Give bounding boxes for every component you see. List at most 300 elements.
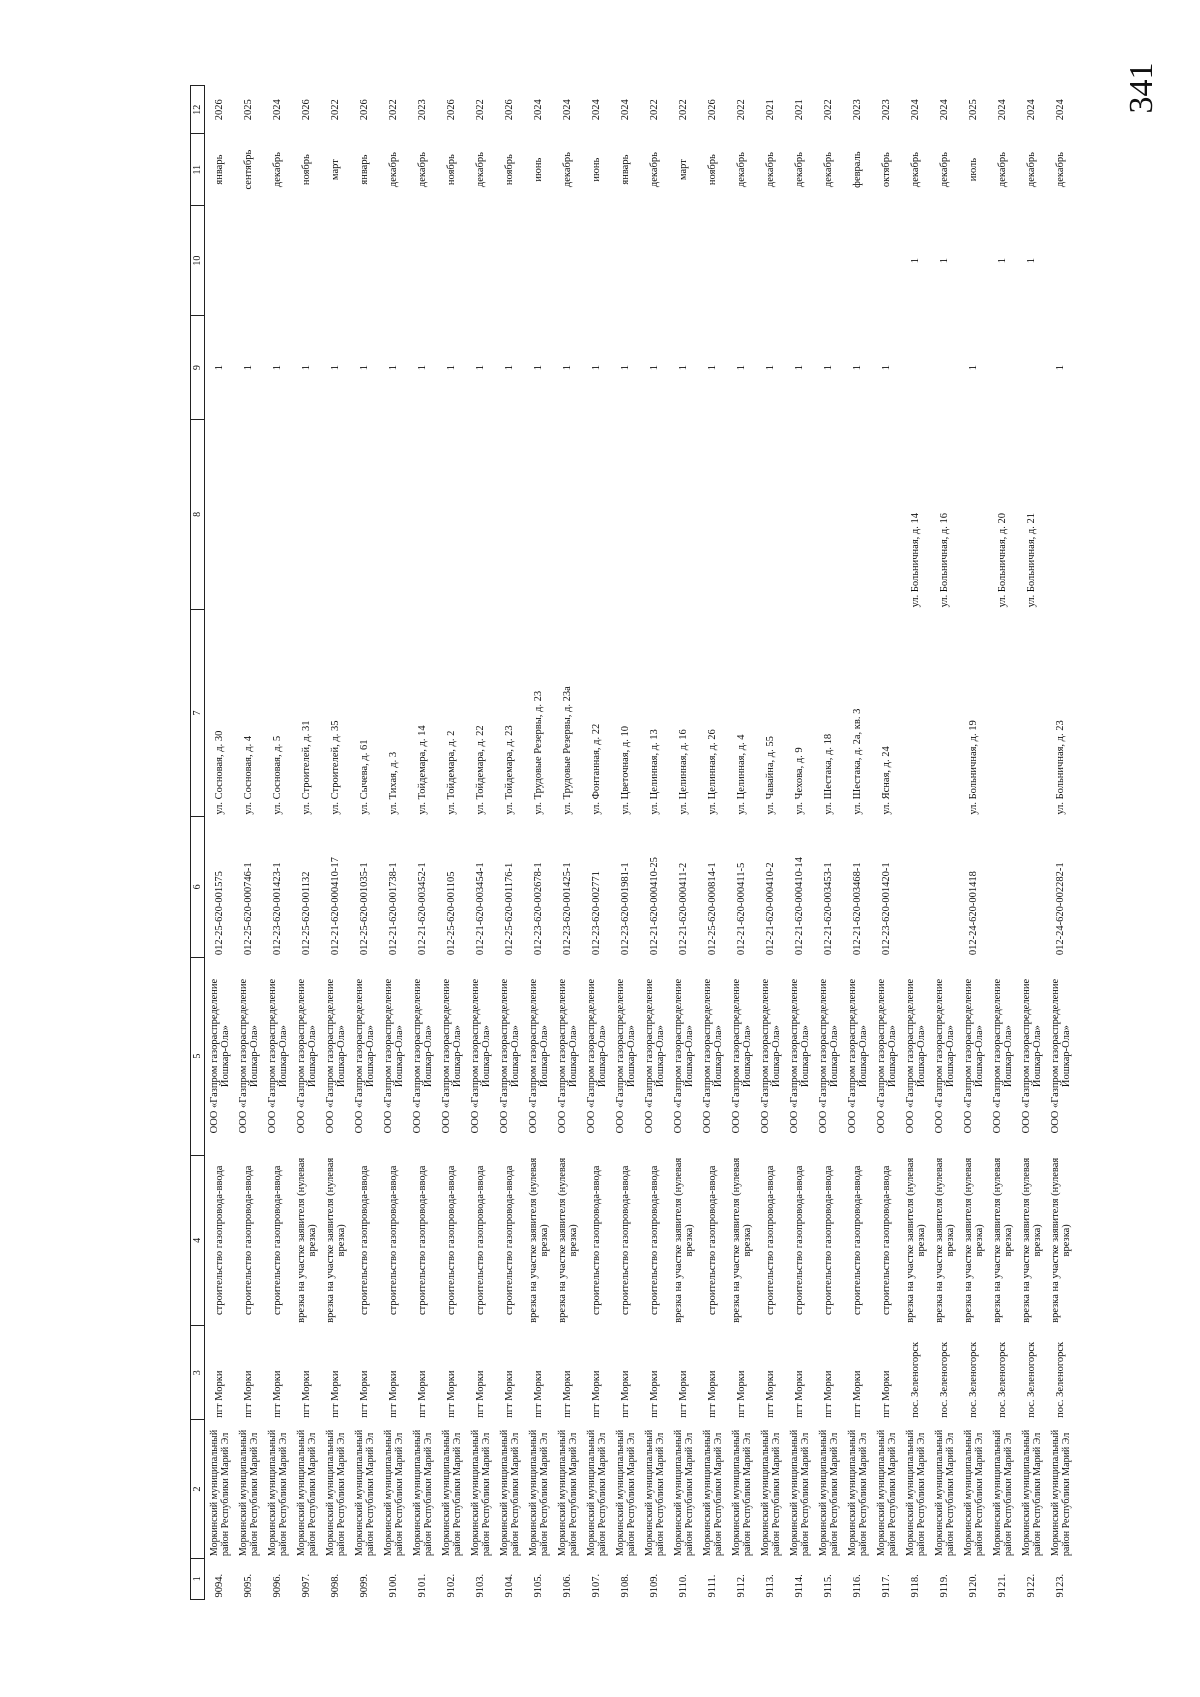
col-header: 4 xyxy=(191,1155,205,1325)
address-cell: ул. Целинная, д. 13 xyxy=(649,729,660,815)
locality-cell: пос. Зеленогорск xyxy=(1055,1341,1066,1418)
application-code-cell: 012-25-620-001575 xyxy=(214,871,225,956)
locality-cell: пгт Морки xyxy=(359,1370,370,1418)
month-cell: март xyxy=(678,159,689,181)
district-cell: Моркинский муниципальный район Республики Марий Эл xyxy=(962,1429,985,1557)
table-row xyxy=(234,86,263,1600)
application-code-cell: 012-21-620-003453-1 xyxy=(823,862,834,956)
count-col10-cell xyxy=(408,205,437,316)
row-number: 9120. xyxy=(968,1573,979,1598)
year-cell: 2024 xyxy=(910,99,921,121)
table-row xyxy=(959,86,988,1600)
row-number: 9107. xyxy=(591,1573,602,1598)
address-alt-cell: ул. Больничная, д. 21 xyxy=(1026,512,1037,608)
count-col9-cell: 1 xyxy=(417,365,428,371)
row-number: 9111. xyxy=(707,1574,718,1598)
district-cell: Моркинский муниципальный район Республики Марий Эл xyxy=(788,1429,811,1557)
application-code-cell: 012-21-620-000410-14 xyxy=(794,857,805,956)
locality-cell: пос. Зеленогорск xyxy=(1026,1341,1037,1418)
work-type-cell: строительство газопровода-ввода xyxy=(823,1165,834,1315)
address-alt-cell xyxy=(814,419,843,609)
count-col9-cell: 1 xyxy=(620,365,631,371)
count-col10-cell xyxy=(234,205,263,316)
year-cell: 2026 xyxy=(359,99,370,121)
col-header: 5 xyxy=(191,957,205,1155)
work-type-cell: строительство газопровода-ввода xyxy=(591,1165,602,1315)
row-number: 9123. xyxy=(1055,1573,1066,1598)
district-cell: Моркинский муниципальный район Республики Марий Эл xyxy=(875,1429,898,1557)
row-number: 9098. xyxy=(330,1573,341,1598)
address-alt-cell xyxy=(234,419,263,609)
address-cell: ул. Ясная, д. 24 xyxy=(881,746,892,815)
organization-cell: ООО «Газпром газораспределение Йошкар-Ола» xyxy=(817,978,840,1134)
month-cell: январь xyxy=(359,154,370,185)
count-col10-cell xyxy=(205,205,235,316)
count-col9-cell: 1 xyxy=(533,365,544,371)
address-cell: ул. Больничная, д. 23 xyxy=(1055,720,1066,815)
district-cell: Моркинский муниципальный район Республики Марий Эл xyxy=(991,1429,1014,1557)
locality-cell: пгт Морки xyxy=(272,1370,283,1418)
organization-cell: ООО «Газпром газораспределение Йошкар-Ола» xyxy=(527,978,550,1134)
district-cell: Моркинский муниципальный район Республики Марий Эл xyxy=(556,1429,579,1557)
count-col9-cell: 1 xyxy=(736,365,747,371)
table-row xyxy=(321,86,350,1600)
locality-cell: пос. Зеленогорск xyxy=(997,1341,1008,1418)
table-row xyxy=(785,86,814,1600)
table-row xyxy=(727,86,756,1600)
application-code-cell: 012-21-620-001738-1 xyxy=(388,862,399,956)
year-cell: 2023 xyxy=(852,99,863,121)
count-col9-cell: 1 xyxy=(649,365,660,371)
table-row xyxy=(292,86,321,1600)
work-type-cell: врезка на участке заявителя (нулевая врезка) xyxy=(933,1157,956,1323)
count-col9-cell: 1 xyxy=(475,365,486,371)
address-cell: ул. Фонтанная, д. 22 xyxy=(591,723,602,815)
work-type-cell: строительство газопровода-ввода xyxy=(620,1165,631,1315)
month-cell: сентябрь xyxy=(243,149,254,190)
organization-cell: ООО «Газпром газораспределение Йошкар-Ола» xyxy=(759,978,782,1134)
locality-cell: пос. Зеленогорск xyxy=(910,1341,921,1418)
locality-cell: пгт Морки xyxy=(388,1370,399,1418)
col-header: 12 xyxy=(191,86,205,134)
work-type-cell: строительство газопровода-ввода xyxy=(504,1165,515,1315)
row-number: 9110. xyxy=(678,1574,689,1598)
organization-cell: ООО «Газпром газораспределение Йошкар-Ола» xyxy=(237,978,260,1134)
work-type-cell: врезка на участке заявителя (нулевая врезка) xyxy=(1049,1157,1072,1323)
row-number: 9096. xyxy=(272,1573,283,1598)
year-cell: 2026 xyxy=(214,99,225,121)
month-cell: февраль xyxy=(852,151,863,188)
count-col10-cell xyxy=(524,205,553,316)
work-type-cell: строительство газопровода-ввода xyxy=(881,1165,892,1315)
col-header: 6 xyxy=(191,817,205,957)
address-alt-cell xyxy=(843,419,872,609)
count-col9-cell: 1 xyxy=(446,365,457,371)
application-code-cell: 012-25-620-000814-1 xyxy=(707,862,718,956)
application-code-cell: 012-21-620-000411-5 xyxy=(736,862,747,956)
work-type-cell: строительство газопровода-ввода xyxy=(794,1165,805,1315)
application-code-cell: 012-25-620-001105 xyxy=(446,871,457,956)
count-col10-cell xyxy=(553,205,582,316)
address-cell: ул. Целинная, д. 26 xyxy=(707,729,718,815)
count-col9-cell: 1 xyxy=(707,365,718,371)
col-header: 2 xyxy=(191,1420,205,1558)
application-code-cell: 012-21-620-000410-2 xyxy=(765,862,776,956)
month-cell: декабрь xyxy=(939,152,950,188)
table-row xyxy=(930,86,959,1600)
district-cell: Моркинский муниципальный район Республики Марий Эл xyxy=(295,1429,318,1557)
work-type-cell: врезка на участке заявителя (нулевая врезка) xyxy=(904,1157,927,1323)
year-cell: 2026 xyxy=(707,99,718,121)
row-number: 9121. xyxy=(997,1573,1008,1598)
count-col10-cell xyxy=(582,205,611,316)
locality-cell: пгт Морки xyxy=(446,1370,457,1418)
count-col9-cell xyxy=(930,316,959,420)
year-cell: 2024 xyxy=(997,99,1008,121)
locality-cell: пгт Морки xyxy=(330,1370,341,1418)
year-cell: 2024 xyxy=(939,99,950,121)
address-cell: ул. Целинная, д. 4 xyxy=(736,734,747,815)
table-row xyxy=(640,86,669,1600)
page-number: 341 xyxy=(1123,62,1160,114)
year-cell: 2021 xyxy=(794,99,805,121)
application-code-cell: 012-23-620-001425-1 xyxy=(562,862,573,956)
district-cell: Моркинский муниципальный район Республики Марий Эл xyxy=(324,1429,347,1557)
address-alt-cell xyxy=(872,419,901,609)
address-alt-cell xyxy=(611,419,640,609)
count-col10-cell xyxy=(727,205,756,316)
locality-cell: пгт Морки xyxy=(214,1370,225,1418)
count-col10-cell: 1 xyxy=(910,257,921,264)
month-cell: июнь xyxy=(533,157,544,182)
work-type-cell: врезка на участке заявителя (нулевая врезка) xyxy=(730,1157,753,1323)
month-cell: декабрь xyxy=(765,152,776,188)
application-code-cell: 012-21-620-003468-1 xyxy=(852,862,863,956)
organization-cell: ООО «Газпром газораспределение Йошкар-Ола» xyxy=(208,978,231,1134)
count-col10-cell xyxy=(814,205,843,316)
row-number: 9119. xyxy=(939,1574,950,1598)
address-alt-cell xyxy=(640,419,669,609)
month-cell: декабрь xyxy=(562,152,573,188)
address-cell: ул. Чехова, д. 9 xyxy=(794,747,805,815)
count-col10-cell xyxy=(379,205,408,316)
table-row xyxy=(437,86,466,1600)
organization-cell: ООО «Газпром газораспределение Йошкар-Ола» xyxy=(440,978,463,1134)
count-col9-cell: 1 xyxy=(243,365,254,371)
address-alt-cell: ул. Больничная, д. 14 xyxy=(910,512,921,608)
year-cell: 2022 xyxy=(475,99,486,121)
district-cell: Моркинский муниципальный район Республики Марий Эл xyxy=(614,1429,637,1557)
organization-cell: ООО «Газпром газораспределение Йошкар-Ола» xyxy=(788,978,811,1134)
work-type-cell: строительство газопровода-ввода xyxy=(214,1165,225,1315)
count-col9-cell: 1 xyxy=(823,365,834,371)
year-cell: 2023 xyxy=(881,99,892,121)
table-row xyxy=(379,86,408,1600)
address-cell: ул. Тихая, д. 3 xyxy=(388,751,399,815)
month-cell: декабрь xyxy=(910,152,921,188)
month-cell: июнь xyxy=(591,157,602,182)
year-cell: 2024 xyxy=(533,99,544,121)
table-row xyxy=(872,86,901,1600)
year-cell: 2023 xyxy=(417,99,428,121)
table-row xyxy=(988,86,1017,1600)
work-type-cell: врезка на участке заявителя (нулевая врезка) xyxy=(324,1157,347,1323)
count-col10-cell xyxy=(292,205,321,316)
locality-cell: пгт Морки xyxy=(823,1370,834,1418)
year-cell: 2024 xyxy=(620,99,631,121)
application-code-cell: 012-23-620-001981-1 xyxy=(620,862,631,956)
locality-cell: пгт Морки xyxy=(562,1370,573,1418)
district-cell: Моркинский муниципальный район Республики Марий Эл xyxy=(527,1429,550,1557)
year-cell: 2024 xyxy=(1055,99,1066,121)
count-col9-cell: 1 xyxy=(881,365,892,371)
application-code-cell xyxy=(930,817,959,957)
district-cell: Моркинский муниципальный район Республики Марий Эл xyxy=(353,1429,376,1557)
district-cell: Моркинский муниципальный район Республики Марий Эл xyxy=(933,1429,956,1557)
district-cell: Моркинский муниципальный район Республики Марий Эл xyxy=(817,1429,840,1557)
address-alt-cell xyxy=(582,419,611,609)
table-row xyxy=(205,86,235,1600)
work-type-cell: строительство газопровода-ввода xyxy=(272,1165,283,1315)
count-col9-cell: 1 xyxy=(359,365,370,371)
month-cell: январь xyxy=(620,154,631,185)
row-number: 9112. xyxy=(736,1574,747,1598)
address-cell: ул. Сосновая, д. 30 xyxy=(214,730,225,815)
count-col10-cell xyxy=(756,205,785,316)
application-code-cell: 012-23-620-002771 xyxy=(591,871,602,956)
district-cell: Моркинский муниципальный район Республики Марий Эл xyxy=(440,1429,463,1557)
application-code-cell: 012-21-620-000411-2 xyxy=(678,862,689,956)
address-cell: ул. Сосновая, д. 5 xyxy=(272,735,283,815)
gas-connection-table xyxy=(190,85,1075,1600)
month-cell: декабрь xyxy=(475,152,486,188)
locality-cell: пос. Зеленогорск xyxy=(939,1341,950,1418)
address-cell: ул. Шестака, д. 18 xyxy=(823,733,834,815)
row-number: 9114. xyxy=(794,1574,805,1598)
organization-cell: ООО «Газпром газораспределение Йошкар-Ола» xyxy=(353,978,376,1134)
application-code-cell: 012-25-620-000746-1 xyxy=(243,862,254,956)
application-code-cell: 012-25-620-001176-1 xyxy=(504,862,515,956)
month-cell: декабрь xyxy=(997,152,1008,188)
application-code-cell: 012-24-620-001418 xyxy=(968,871,979,956)
application-code-cell: 012-21-620-003452-1 xyxy=(417,862,428,956)
application-code-cell: 012-25-620-001035-1 xyxy=(359,862,370,956)
table-row xyxy=(756,86,785,1600)
row-number: 9099. xyxy=(359,1573,370,1598)
organization-cell: ООО «Газпром газораспределение Йошкар-Ола» xyxy=(295,978,318,1134)
row-number: 9113. xyxy=(765,1574,776,1598)
locality-cell: пгт Морки xyxy=(620,1370,631,1418)
address-cell: ул. Сычева, д. 61 xyxy=(359,739,370,815)
year-cell: 2026 xyxy=(446,99,457,121)
count-col9-cell: 1 xyxy=(794,365,805,371)
work-type-cell: строительство газопровода-ввода xyxy=(649,1165,660,1315)
row-number: 9118. xyxy=(910,1574,921,1598)
address-alt-cell xyxy=(205,419,235,609)
district-cell: Моркинский муниципальный район Республики Марий Эл xyxy=(411,1429,434,1557)
table-row xyxy=(698,86,727,1600)
address-cell: ул. Тойдемара, д. 23 xyxy=(504,725,515,815)
address-cell: ул. Строителей, д. 35 xyxy=(330,720,341,815)
table-row xyxy=(263,86,292,1600)
address-alt-cell xyxy=(524,419,553,609)
locality-cell: пгт Морки xyxy=(765,1370,776,1418)
address-alt-cell xyxy=(263,419,292,609)
table-row xyxy=(495,86,524,1600)
year-cell: 2024 xyxy=(591,99,602,121)
address-alt-cell xyxy=(698,419,727,609)
col-header: 8 xyxy=(191,419,205,609)
address-cell: ул. Больничная, д. 19 xyxy=(968,720,979,815)
work-type-cell: врезка на участке заявителя (нулевая врезка) xyxy=(527,1157,550,1323)
month-cell: декабрь xyxy=(736,152,747,188)
organization-cell: ООО «Газпром газораспределение Йошкар-Ола» xyxy=(382,978,405,1134)
count-col10-cell: 1 xyxy=(1026,257,1037,264)
locality-cell: пгт Морки xyxy=(504,1370,515,1418)
address-cell xyxy=(1017,609,1046,816)
row-number: 9094. xyxy=(214,1573,225,1598)
address-alt-cell xyxy=(408,419,437,609)
address-alt-cell xyxy=(959,419,988,609)
organization-cell: ООО «Газпром газораспределение Йошкар-Ола» xyxy=(324,978,347,1134)
month-cell: ноябрь xyxy=(707,154,718,186)
table-row xyxy=(582,86,611,1600)
address-cell xyxy=(930,609,959,816)
organization-cell: ООО «Газпром газораспределение Йошкар-Ола» xyxy=(1049,978,1072,1134)
application-code-cell xyxy=(901,817,930,957)
organization-cell: ООО «Газпром газораспределение Йошкар-Ола» xyxy=(701,978,724,1134)
work-type-cell: врезка на участке заявителя (нулевая врезка) xyxy=(556,1157,579,1323)
address-alt-cell xyxy=(437,419,466,609)
table-row xyxy=(350,86,379,1600)
col-header: 10 xyxy=(191,205,205,316)
application-code-cell: 012-23-620-002678-1 xyxy=(533,862,544,956)
month-cell: декабрь xyxy=(417,152,428,188)
table-row xyxy=(553,86,582,1600)
locality-cell: пос. Зеленогорск xyxy=(968,1341,979,1418)
district-cell: Моркинский муниципальный район Республики Марий Эл xyxy=(585,1429,608,1557)
address-cell: ул. Цветочная, д. 10 xyxy=(620,726,631,815)
month-cell: декабрь xyxy=(1055,152,1066,188)
row-number: 9106. xyxy=(562,1573,573,1598)
count-col10-cell xyxy=(495,205,524,316)
count-col10-cell xyxy=(959,205,988,316)
count-col9-cell: 1 xyxy=(852,365,863,371)
organization-cell: ООО «Газпром газораспределение Йошкар-Ола» xyxy=(266,978,289,1134)
month-cell: июль xyxy=(968,158,979,182)
address-alt-cell xyxy=(379,419,408,609)
work-type-cell: врезка на участке заявителя (нулевая врезка) xyxy=(672,1157,695,1323)
work-type-cell: строительство газопровода-ввода xyxy=(446,1165,457,1315)
month-cell: октябрь xyxy=(881,152,892,188)
locality-cell: пгт Морки xyxy=(794,1370,805,1418)
district-cell: Моркинский муниципальный район Республики Марий Эл xyxy=(701,1429,724,1557)
row-number: 9115. xyxy=(823,1574,834,1598)
work-type-cell: строительство газопровода-ввода xyxy=(852,1165,863,1315)
organization-cell: ООО «Газпром газораспределение Йошкар-Ола» xyxy=(498,978,521,1134)
count-col10-cell xyxy=(640,205,669,316)
locality-cell: пгт Морки xyxy=(881,1370,892,1418)
work-type-cell: строительство газопровода-ввода xyxy=(417,1165,428,1315)
work-type-cell: строительство газопровода-ввода xyxy=(388,1165,399,1315)
locality-cell: пгт Морки xyxy=(852,1370,863,1418)
row-number: 9097. xyxy=(301,1573,312,1598)
column-number-row xyxy=(191,86,205,1600)
address-cell: ул. Тойдемара, д. 14 xyxy=(417,725,428,815)
district-cell: Моркинский муниципальный район Республики Марий Эл xyxy=(266,1429,289,1557)
count-col10-cell xyxy=(350,205,379,316)
organization-cell: ООО «Газпром газораспределение Йошкар-Ола» xyxy=(672,978,695,1134)
organization-cell: ООО «Газпром газораспределение Йошкар-Ола» xyxy=(962,978,985,1134)
application-code-cell: 012-23-620-001423-1 xyxy=(272,862,283,956)
district-cell: Моркинский муниципальный район Республики Марий Эл xyxy=(237,1429,260,1557)
count-col9-cell: 1 xyxy=(272,365,283,371)
row-number: 9101. xyxy=(417,1573,428,1598)
address-cell: ул. Тойдемара, д. 22 xyxy=(475,725,486,815)
count-col9-cell xyxy=(988,316,1017,420)
address-cell: ул. Тойдемара, д. 2 xyxy=(446,730,457,815)
count-col10-cell xyxy=(785,205,814,316)
application-code-cell: 012-21-620-000410-25 xyxy=(649,857,660,956)
row-number: 9117. xyxy=(881,1574,892,1598)
locality-cell: пгт Морки xyxy=(678,1370,689,1418)
application-code-cell: 012-24-620-002282-1 xyxy=(1055,862,1066,956)
address-alt-cell xyxy=(553,419,582,609)
count-col10-cell xyxy=(843,205,872,316)
table-row xyxy=(901,86,930,1600)
count-col9-cell: 1 xyxy=(765,365,776,371)
year-cell: 2022 xyxy=(388,99,399,121)
year-cell: 2021 xyxy=(765,99,776,121)
table-row xyxy=(843,86,872,1600)
year-cell: 2026 xyxy=(504,99,515,121)
table-row xyxy=(466,86,495,1600)
address-alt-cell xyxy=(727,419,756,609)
application-code-cell: 012-21-620-000410-17 xyxy=(330,857,341,956)
organization-cell: ООО «Газпром газораспределение Йошкар-Ола» xyxy=(643,978,666,1134)
month-cell: декабрь xyxy=(794,152,805,188)
month-cell: декабрь xyxy=(823,152,834,188)
table-row xyxy=(524,86,553,1600)
month-cell: декабрь xyxy=(272,152,283,188)
col-header: 1 xyxy=(191,1558,205,1599)
month-cell: ноябрь xyxy=(504,154,515,186)
count-col10-cell xyxy=(1046,205,1075,316)
address-alt-cell xyxy=(669,419,698,609)
organization-cell: ООО «Газпром газораспределение Йошкар-Ола» xyxy=(846,978,869,1134)
count-col10-cell xyxy=(698,205,727,316)
row-number: 9108. xyxy=(620,1573,631,1598)
district-cell: Моркинский муниципальный район Республики Марий Эл xyxy=(498,1429,521,1557)
application-code-cell xyxy=(988,817,1017,957)
count-col10-cell xyxy=(669,205,698,316)
table-row xyxy=(408,86,437,1600)
application-code-cell: 012-23-620-001420-1 xyxy=(881,862,892,956)
organization-cell: ООО «Газпром газораспределение Йошкар-Ола» xyxy=(556,978,579,1134)
locality-cell: пгт Морки xyxy=(243,1370,254,1418)
count-col10-cell xyxy=(611,205,640,316)
address-cell: ул. Шестака, д. 2а, кв. 3 xyxy=(852,708,863,815)
address-alt-cell xyxy=(1046,419,1075,609)
row-number: 9095. xyxy=(243,1573,254,1598)
row-number: 9122. xyxy=(1026,1573,1037,1598)
work-type-cell: врезка на участке заявителя (нулевая врезка) xyxy=(991,1157,1014,1323)
work-type-cell: строительство газопровода-ввода xyxy=(243,1165,254,1315)
count-col10-cell xyxy=(872,205,901,316)
locality-cell: пгт Морки xyxy=(533,1370,544,1418)
work-type-cell: строительство газопровода-ввода xyxy=(475,1165,486,1315)
organization-cell: ООО «Газпром газораспределение Йошкар-Ола» xyxy=(614,978,637,1134)
